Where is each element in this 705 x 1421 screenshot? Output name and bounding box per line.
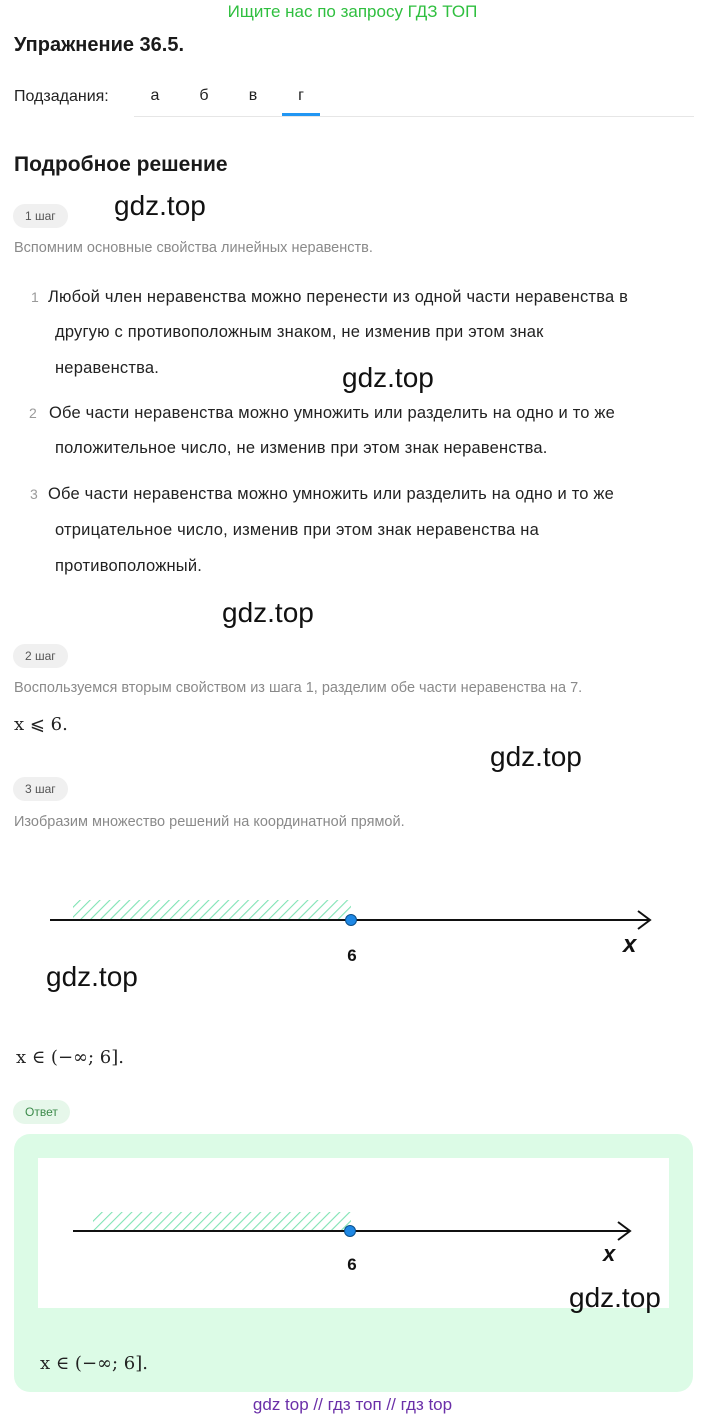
watermark: gdz.top: [114, 190, 206, 221]
step3-badge: 3 шаг: [13, 777, 68, 801]
footer-links[interactable]: gdz top // гдз топ // гдз top: [252, 1395, 453, 1414]
list-line: противоположный.: [55, 557, 203, 575]
tab-b[interactable]: б: [199, 87, 209, 104]
answer-badge: Ответ: [13, 1100, 70, 1124]
closed-point: [345, 1226, 356, 1237]
subtasks-tabs: [134, 80, 694, 117]
promo-banner[interactable]: Ищите нас по запросу ГДЗ ТОП: [227, 2, 478, 21]
list-line: отрицательное число, изменив при этом знак неравенства на: [55, 521, 539, 539]
axis-variable: x: [623, 931, 637, 958]
section-title: Подробное решение: [14, 153, 228, 176]
step1-badge: 1 шаг: [13, 204, 68, 228]
step2-text: Воспользуемся вторым свойством из шага 1, разделим обе части неравенства на 7.: [14, 680, 583, 696]
watermark: gdz.top: [46, 961, 138, 992]
list-line: Обе части неравенства можно умножить или разделить на одно и то же: [48, 485, 615, 503]
subtasks-label: Подзадания:: [14, 88, 109, 105]
list-number-3: 3: [30, 486, 38, 502]
number-line: [40, 890, 670, 970]
list-line: неравенства.: [55, 359, 160, 377]
answer-number-line: [64, 1200, 644, 1280]
point-label: 6: [347, 946, 357, 965]
list-line: положительное число, не изменив при этом знак неравенства.: [55, 439, 548, 457]
list-line: Любой член неравенства можно перенести из одной части неравенства в: [48, 288, 629, 306]
axis-variable: x: [603, 1241, 616, 1266]
watermark: gdz.top: [342, 362, 434, 393]
watermark: gdz.top: [569, 1282, 661, 1313]
step3-text: Изобразим множество решений на координатной прямой.: [14, 814, 405, 830]
watermark: gdz.top: [490, 741, 582, 772]
page-title: Упражнение 36.5.: [14, 34, 185, 56]
step2-badge: 2 шаг: [13, 644, 68, 668]
tab-a[interactable]: а: [150, 87, 160, 104]
list-line: другую с противоположным знаком, не изменив при этом знак: [55, 323, 544, 341]
step3-result: x ∈ (−∞; 6].: [16, 1047, 124, 1068]
step2-formula: x ⩽ 6.: [14, 714, 68, 735]
tab-v[interactable]: в: [248, 87, 258, 104]
tab-g[interactable]: г: [282, 80, 320, 116]
solution-hatch: [93, 1212, 351, 1231]
solution-hatch: [73, 900, 351, 920]
list-line: Обе части неравенства можно умножить или разделить на одно и то же: [49, 404, 616, 422]
closed-point: [346, 915, 357, 926]
list-number-2: 2: [29, 405, 37, 421]
step1-intro: Вспомним основные свойства линейных неравенств.: [14, 240, 373, 256]
point-label: 6: [347, 1255, 357, 1274]
answer-result: x ∈ (−∞; 6].: [40, 1353, 148, 1374]
watermark: gdz.top: [222, 597, 314, 628]
list-number-1: 1: [31, 289, 39, 305]
